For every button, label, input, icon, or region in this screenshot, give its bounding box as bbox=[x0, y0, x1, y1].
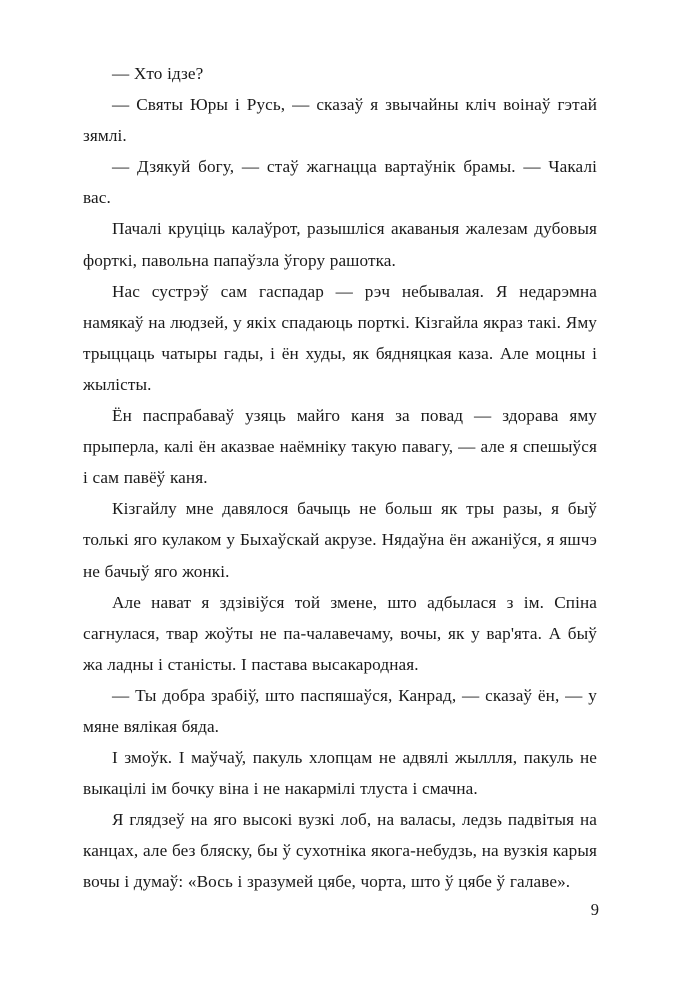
paragraph: Нас сустрэў сам гаспадар — рэч небывалая. Я недарэмна намякаў на людзей, у якіх спадаюць портκі. Кізгайла якраз такі. Яму трыццаць чатыры гады, і ён худы, як бядняцкая каза. Але моцны і жылісты. bbox=[83, 281, 597, 394]
paragraph: Пачалі круціць калаўрот, разышліся акаваныя жалезам дубовыя фортκі, павольна папаўзла ўгору рашотка. bbox=[83, 219, 597, 270]
body-text bbox=[83, 58, 597, 898]
paragraph: Але нават я здзівіўся той змене, што адбылася з ім. Спіна сагнулася, твар жоўты не па-чалавечаму, вочы, як у вар'ята. А быў жа ладны і станісты. І пастава высакародная. bbox=[83, 592, 597, 674]
paragraph: — Ты добра зрабіў, што паспяшаўся, Канрад, — сказаў ён, — у мяне вялікая бяда. bbox=[83, 685, 597, 736]
page-number: 9 bbox=[590, 900, 599, 919]
paragraph: — Святы Юры і Русь, — сказаў я звычайны кліч воінаў гэтай зямлі. bbox=[83, 95, 597, 146]
paragraph: Кізгайлу мне давялося бачыць не больш як тры разы, я быў толькі яго кулаком у Быхаўскай акрузе. Нядаўна ён ажаніўся, я яшчэ не бачыў яго жонкі. bbox=[83, 499, 597, 581]
paragraph: І змоўк. І маўчаў, пакуль хлопцам не адвялі жыллля, пакуль не выкацілі ім бочку віна і не накармілі тлуста і смачна. bbox=[83, 748, 597, 799]
paragraph: — Дзякуй богу, — стаў жагнацца вартаўнік брамы. — Чакалі вас. bbox=[83, 157, 597, 208]
paragraph: Я глядзеў на яго высокі вузкі лоб, на валасы, ледзь падвітыя на канцах, але без бляску, бы ў сухотніка якога-небудзь, на вузкія карыя вочы і думаў: «Вось і зразумей цябе, чорта, што ў цябе ў галаве». bbox=[83, 810, 597, 892]
paragraph: — Хто ідзе? bbox=[112, 64, 204, 83]
paragraph: Ён паспрабаваў узяць майго каня за повад — здорава яму прыперла, калі ён аказвае наёмніку такую павагу, — але я спешыўся і сам павёў каня. bbox=[83, 406, 597, 488]
